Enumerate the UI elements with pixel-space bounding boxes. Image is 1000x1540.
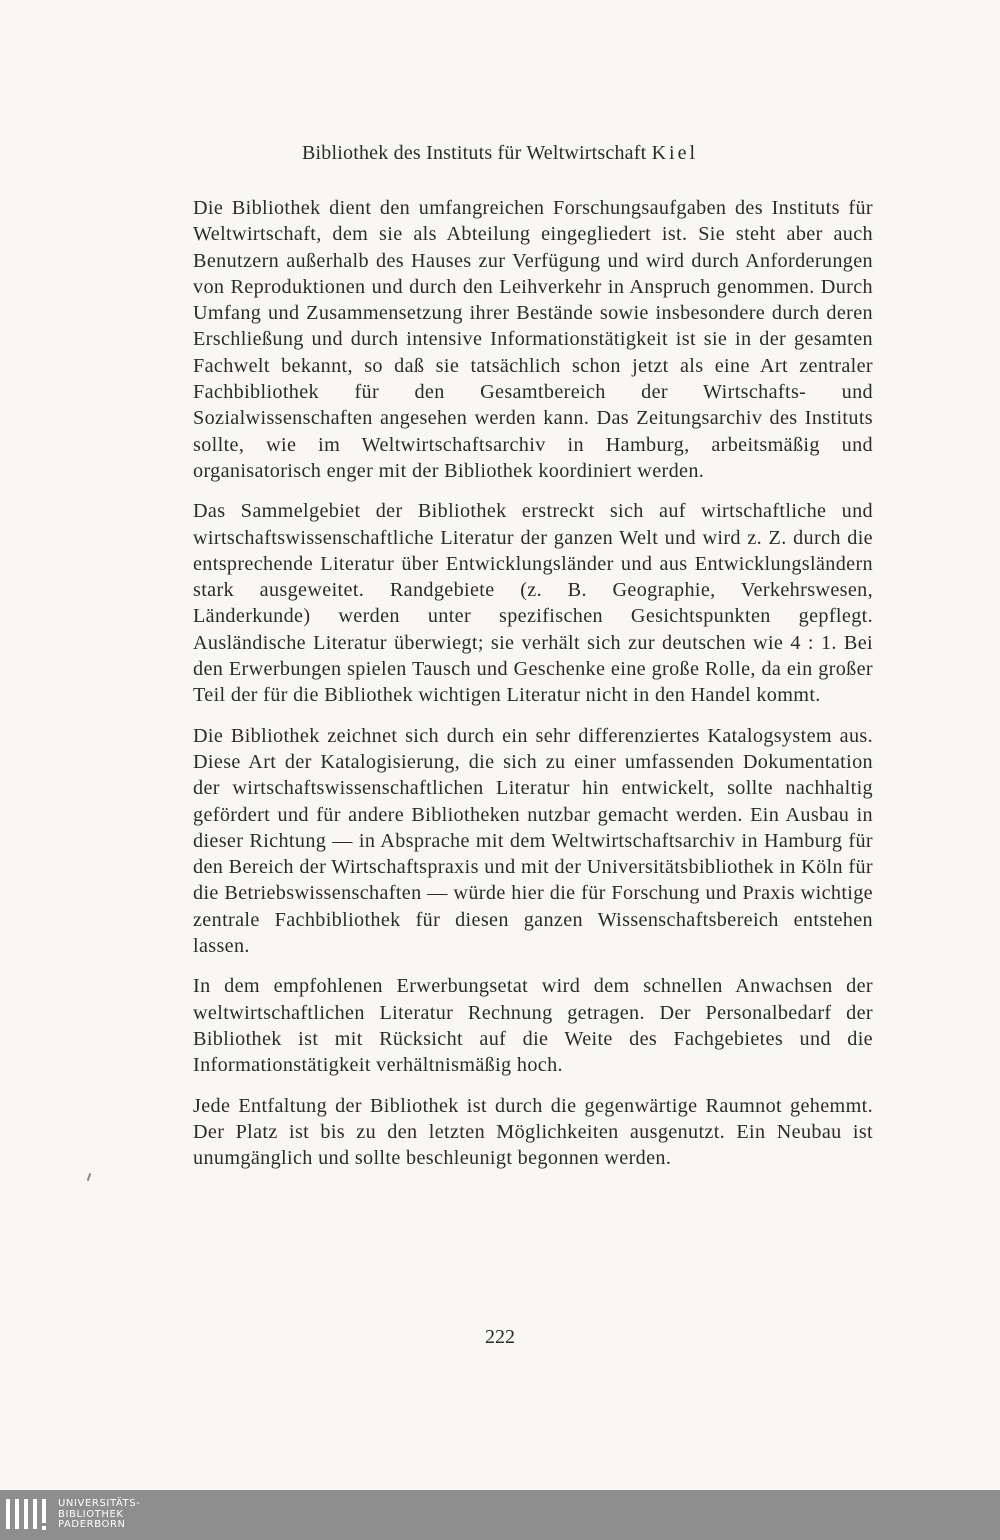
paragraph-2: Das Sammelgebiet der Bibliothek erstreckt sich auf wirtschaftliche und wirtschaftswissenschaftliche Literatur der ganzen Welt und wird z. Z. durch die entsprechende Literatur über Entwicklungsländer und aus Entwicklungsländern stark ausgeweitet. Randgebiete (z. B. Geographie, Verkehrswesen, Länderkunde) werden unter spezifischen Gesichtspunkten gepflegt. Ausländische Literatur überwiegt; sie verhält sich zur deutschen wie 4 : 1. Bei den Erwerbungen spielen Tausch und Geschenke eine große Rolle, da ein großer Teil der für die Bibliothek wichtigen Literatur nicht in den Handel kommt. bbox=[193, 500, 873, 707]
page-number: 222 bbox=[485, 1326, 515, 1348]
paragraph-5: Jede Entfaltung der Bibliothek ist durch die gegenwärtige Raumnot gehemmt. Der Platz ist bis zu den letzten Möglichkeiten ausgenutzt. Ein Neubau ist unumgänglich und sollte beschleunigt begonnen werden. bbox=[193, 1094, 873, 1170]
running-title-city: Kiel bbox=[651, 142, 698, 164]
running-title-main: Bibliothek des Instituts für Weltwirtschaft bbox=[302, 142, 647, 164]
body-text bbox=[193, 195, 873, 1171]
library-logo-icon bbox=[6, 1499, 52, 1537]
library-logo bbox=[4, 1490, 204, 1540]
paragraph-4: In dem empfohlenen Erwerbungsetat wird dem schnellen Anwachsen der weltwirtschaftlichen Literatur Rechnung getragen. Der Personalbedarf der Bibliothek ist mit Rücksicht auf die Weite des Fachgebietes und die Informationstätigkeit verhältnismäßig hoch. bbox=[193, 975, 873, 1077]
paragraph-1: Die Bibliothek dient den umfangreichen Forschungsaufgaben des Instituts für Weltwirtschaft, dem sie als Abteilung eingegliedert ist. Sie steht aber auch Benutzern außerhalb des Hauses zur Verfügung und wird durch Anforderungen von Reproduktionen und durch den Leihverkehr in Anspruch genommen. Durch Umfang und Zusammensetzung ihrer Bestände sowie insbesondere durch deren Erschließung und durch intensive Informationstätigkeit ist sie in der gesamten Fachwelt bekannt, so daß sie tatsächlich schon jetzt als eine Art zentraler Fachbibliothek für den Gesamtbereich der Wirtschafts- und Sozialwissenschaften angesehen werden kann. Das Zeitungsarchiv des Instituts sollte, wie im Weltwirtschaftsarchiv in Hamburg, arbeitsmäßig und organisatorisch enger mit der Bibliothek koordiniert werden. bbox=[193, 197, 873, 482]
margin-mark bbox=[87, 1173, 92, 1181]
logo-line-3: PADERBORN bbox=[58, 1519, 126, 1530]
logo-line-1: UNIVERSITÄTS- bbox=[58, 1498, 141, 1509]
library-logo-text bbox=[58, 1499, 140, 1531]
logo-line-2: BIBLIOTHEK bbox=[58, 1508, 124, 1520]
running-title bbox=[0, 142, 1000, 165]
paragraph-3: Die Bibliothek zeichnet sich durch ein sehr differenziertes Katalogsystem aus. Diese Art der Katalogisierung, die sich zu einer umfassenden Dokumentation der wirtschaftswissenschaftlichen Literatur hin entwickelt, sollte nachhaltig gefördert und für andere Bibliotheken nutzbar gemacht werden. Ein Ausbau in dieser Richtung — in Absprache mit dem Weltwirtschaftsarchiv in Hamburg für den Bereich der Wirtschaftspraxis und mit der Universitätsbibliothek in Köln für die Betriebswissenschaften — würde hier die für Forschung und Praxis wichtige zentrale Fachbibliothek für diesen ganzen Wissenschaftsbereich entstehen lassen. bbox=[193, 724, 873, 958]
